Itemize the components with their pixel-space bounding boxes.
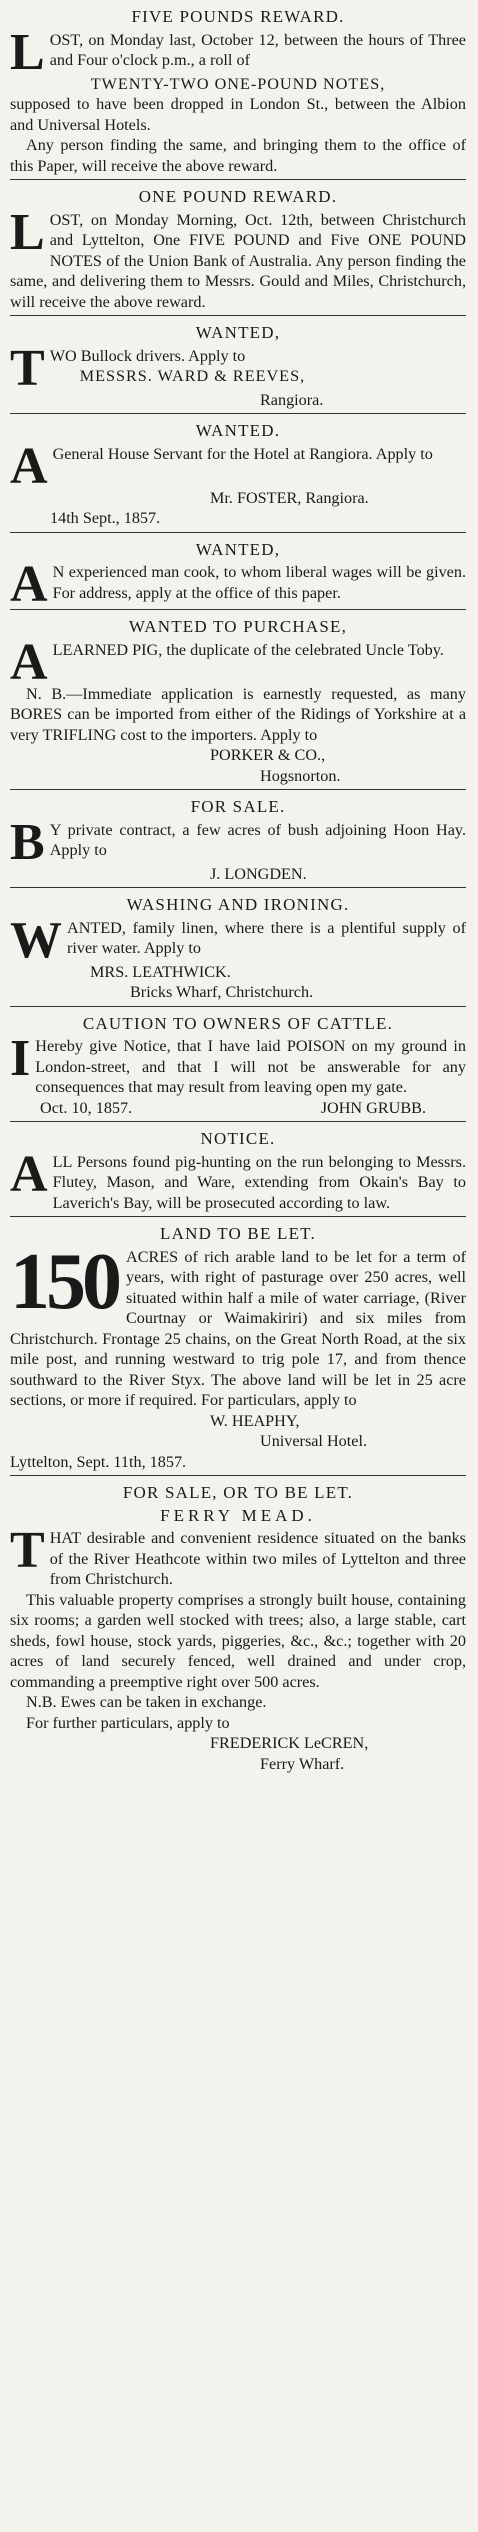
ad-one-pound-reward	[10, 179, 466, 315]
ad-heading: LAND TO BE LET.	[160, 1224, 316, 1243]
ad-for-sale-bush	[10, 789, 466, 887]
ad-heading: WASHING AND IRONING.	[126, 895, 350, 914]
ad-caution-owners-of-cattle	[10, 1006, 466, 1122]
ad-firm: MESSRS. WARD & REEVES,	[79, 367, 306, 385]
drop-cap: L	[10, 203, 45, 261]
ad-heading: NOTICE.	[200, 1129, 276, 1148]
newspaper-column	[10, 0, 466, 1777]
ad-heading: WANTED,	[195, 323, 281, 342]
drop-cap: T	[10, 1522, 45, 1579]
ad-date: Lyttelton, Sept. 11th, 1857.	[10, 1452, 187, 1471]
ad-body: LL Persons found pig-hunting on the run belonging to Messrs. Flutey, Mason, and Ware, extending from Okain's Bay to Laverich's Bay, will be prosecuted according to law.	[52, 1152, 466, 1212]
ad-wanted-to-purchase	[10, 609, 466, 789]
drop-cap: W	[10, 911, 62, 969]
ad-signature: J. LONGDEN.	[210, 864, 307, 883]
ad-body: HAT desirable and convenient residence situated on the banks of the River Heathcote within two miles of Lyttelton and three from Christchurch.	[49, 1529, 466, 1588]
ad-signature: MRS. LEATHWICK.	[90, 962, 231, 981]
ad-signature: FREDERICK LeCREN,	[210, 1734, 369, 1752]
ad-heading: CAUTION TO OWNERS OF CATTLE.	[82, 1013, 394, 1033]
ad-body-2: supposed to have been dropped in London St., between the Albion and Universal Hotels.	[10, 95, 466, 134]
ad-subheading: FERRY MEAD.	[160, 1505, 316, 1525]
ad-heading: FOR SALE, OR TO BE LET.	[122, 1483, 354, 1502]
ad-place: Rangiora.	[260, 390, 324, 409]
ad-notes: TWENTY-TWO ONE-POUND NOTES,	[90, 74, 386, 93]
ad-body: WO Bullock drivers. Apply to	[49, 346, 246, 365]
ad-date: Oct. 10, 1857.	[40, 1098, 133, 1117]
ad-signature: W. HEAPHY,	[210, 1411, 300, 1430]
ad-notice-pig-hunting	[10, 1121, 466, 1216]
drop-cap: I	[10, 1030, 31, 1087]
ad-body: OST, on Monday last, October 12, between the hours of Three and Four o'clock p.m., a roll of	[49, 30, 466, 69]
ad-for-sale-ferry-mead	[10, 1475, 466, 1777]
ad-heading: WANTED,	[195, 539, 281, 559]
ad-heading: WANTED.	[195, 421, 281, 440]
ad-signature: JOHN GRUBB.	[320, 1098, 426, 1117]
ad-nb: N. B.—Immediate application is earnestly requested, as many BORES can be imported from either of the Ridings of Yorkshire at a very TRIFLING cost to the importers. Apply to	[10, 684, 466, 744]
ad-washing-and-ironing	[10, 887, 466, 1006]
ad-heading: ONE POUND REWARD.	[138, 187, 338, 206]
ad-place: Bricks Wharf, Christchurch.	[130, 983, 314, 1001]
drop-cap: B	[10, 813, 45, 871]
ad-body: N experienced man cook, to whom liberal wages will be given. For address, apply at the office of this paper.	[52, 563, 466, 602]
ad-wanted-bullock-drivers	[10, 315, 466, 413]
ad-signature: PORKER & CO.,	[210, 746, 326, 764]
drop-cap-number: 150	[10, 1237, 118, 1326]
ad-land-to-be-let	[10, 1216, 466, 1475]
ad-body-3: Any person finding the same, and bringing them to the office of this Paper, will receive the above reward.	[10, 136, 466, 175]
drop-cap: A	[10, 437, 48, 495]
ad-body-2: This valuable property comprises a strongly built house, containing six rooms; a garden well stocked with trees; also, a large stable, cart sheds, fowl house, stock yards, piggeries, &c., &c.; together with 20 acres of land securely fenced, well drained and under crop, commanding a preemptive right over 500 acres.	[10, 1590, 466, 1691]
ad-heading: FIVE POUNDS REWARD.	[131, 7, 345, 26]
ad-body: Hereby give Notice, that I have laid POISON on my ground in London-street, and that I will not be answerable for any consequences that may result from leaving open my gate.	[35, 1037, 466, 1096]
drop-cap: L	[10, 23, 45, 81]
ad-wanted-cook	[10, 532, 466, 613]
ad-place: Ferry Wharf.	[260, 1754, 345, 1773]
ad-date: 14th Sept., 1857.	[50, 509, 161, 527]
ad-body: General House Servant for the Hotel at Rangiora. Apply to	[52, 444, 433, 463]
ad-signature: Mr. FOSTER, Rangiora.	[210, 488, 369, 507]
drop-cap: A	[10, 633, 48, 691]
ad-five-pounds-reward	[10, 0, 466, 179]
drop-cap: A	[10, 556, 48, 613]
drop-cap: T	[10, 339, 45, 397]
ad-body: OST, on Monday Morning, Oct. 12th, between Christchurch and Lyttelton, One FIVE POUND and Five ONE POUND NOTES of the Union Bank of Australia. Any person finding the same, and delivering them to Messrs. Gould and Miles, Christchurch, will receive the above reward.	[10, 210, 466, 311]
ad-heading: FOR SALE.	[190, 797, 286, 816]
ad-place: Universal Hotel.	[260, 1432, 367, 1450]
ad-place: Hogsnorton.	[260, 766, 341, 785]
ad-body: Y private contract, a few acres of bush adjoining Hoon Hay. Apply to	[49, 820, 466, 859]
ad-wanted-house-servant	[10, 413, 466, 532]
ad-body: ACRES of rich arable land to be let for a term of years, with right of pasturage over 250 acres, well situated within half a mile of water carriage, (River Courtnay or Waimakiriri) and six miles from Christchurch. Frontage 25 chains, on the Great North Road, at the six mile post, and running westward to trig pole 17, and from thence southward to the River Styx. The above land will be let in 25 acre sections, or more if required. For particulars, apply to	[10, 1247, 466, 1409]
ad-body: ANTED, family linen, where there is a plentiful supply of river water. Apply to	[67, 918, 466, 957]
drop-cap: A	[10, 1145, 48, 1203]
ad-further: For further particulars, apply to	[26, 1713, 230, 1732]
ad-nb: N.B. Ewes can be taken in exchange.	[26, 1693, 267, 1711]
ad-body: LEARNED PIG, the duplicate of the celebrated Uncle Toby.	[52, 640, 444, 659]
ad-heading: WANTED TO PURCHASE,	[128, 617, 348, 636]
